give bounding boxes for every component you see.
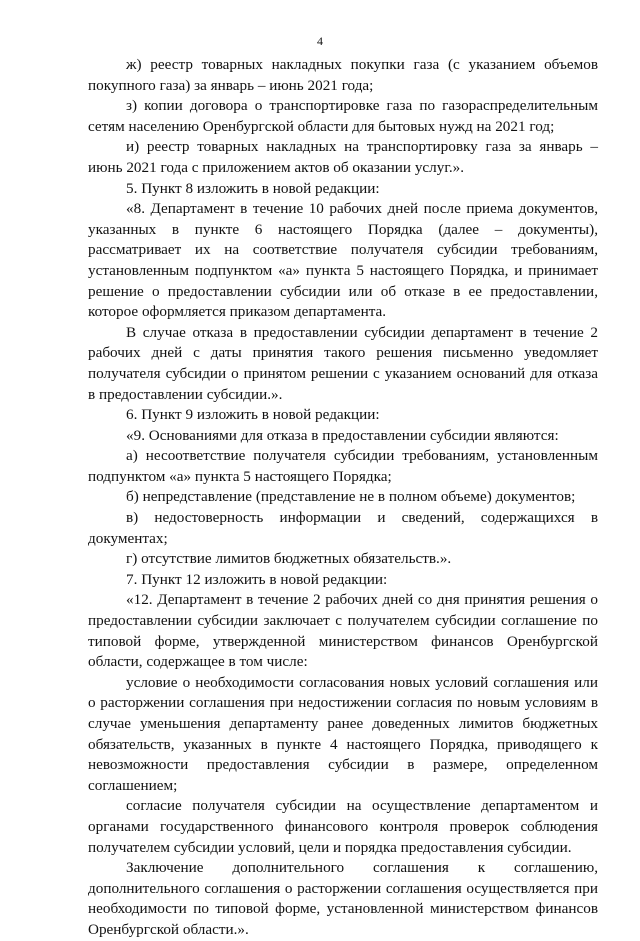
paragraph: В случае отказа в предоставлении субсидии департамент в течение 2 рабочих дней с даты принятия такого решения письменно уведомляет получателя субсидии о принятом решении с указанием оснований для отказа в предоставлении субсидии.». — [88, 323, 598, 403]
paragraph: 6. Пункт 9 изложить в новой редакции: — [126, 406, 380, 424]
paragraph: ж) реестр товарных накладных покупки газа (с указанием объемов покупного газа) за январь – июнь 2021 года; — [88, 56, 598, 94]
paragraph: условие о необходимости согласования новых условий соглашения или о расторжении соглашения при недостижении согласия по новым условиям в случае уменьшения департаменту ранее доведенных лимитов бюджетных обязательств, указанных в пункте 4 настоящего Порядка, приводящего к невозможности предоставления субсидии в размере, определенном соглашением; — [88, 673, 598, 794]
paragraph: 7. Пункт 12 изложить в новой редакции: — [126, 570, 388, 588]
paragraph: а) несоответствие получателя субсидии требованиям, установленным подпунктом «а» пункта 5 настоящего Порядка; — [88, 447, 598, 485]
paragraph: «8. Департамент в течение 10 рабочих дней после приема документов, указанных в пункте 6 настоящего Порядка (далее – документы), рассматривает их на соответствие получателя субсидии требованиям, установленным подпунктом «а» пункта 5 настоящего Порядка, и принимает решение о предоставлении субсидии или об отказе в ее предоставлении, которое оформляется приказом департамента. — [88, 200, 598, 321]
page-number: 4 — [317, 34, 323, 48]
paragraph: «12. Департамент в течение 2 рабочих дней со дня принятия решения о предоставлении субсидии заключает с получателем субсидии соглашение по типовой форме, утвержденной министерством финансов Оренбургской области, содержащее в том числе: — [88, 591, 598, 671]
paragraph: в) недостоверность информации и сведений, содержащихся в документах; — [88, 509, 598, 547]
paragraph: Заключение дополнительного соглашения к соглашению, дополнительного соглашения о расторжении соглашения осуществляется при необходимости по типовой форме, установленной министерством финансов Оренбургской области.». — [88, 859, 598, 938]
paragraph: 5. Пункт 8 изложить в новой редакции: — [126, 179, 380, 197]
paragraph: и) реестр товарных накладных на транспортировку газа за январь – июнь 2021 года с приложением актов об оказании услуг.». — [88, 138, 598, 176]
paragraph: з) копии договора о транспортировке газа по газораспределительным сетям населению Оренбургской области для бытовых нужд на 2021 год; — [88, 97, 598, 135]
paragraph: «9. Основаниями для отказа в предоставлении субсидии являются: — [126, 426, 559, 444]
paragraph: согласие получателя субсидии на осуществление департаментом и органами государственного финансового контроля проверок соблюдения получателем субсидии условий, цели и порядка предоставления субсидии. — [88, 797, 598, 856]
paragraph: г) отсутствие лимитов бюджетных обязательств.». — [126, 550, 452, 568]
paragraph: б) непредставление (представление не в полном объеме) документов; — [126, 488, 576, 506]
document-body — [88, 55, 598, 941]
